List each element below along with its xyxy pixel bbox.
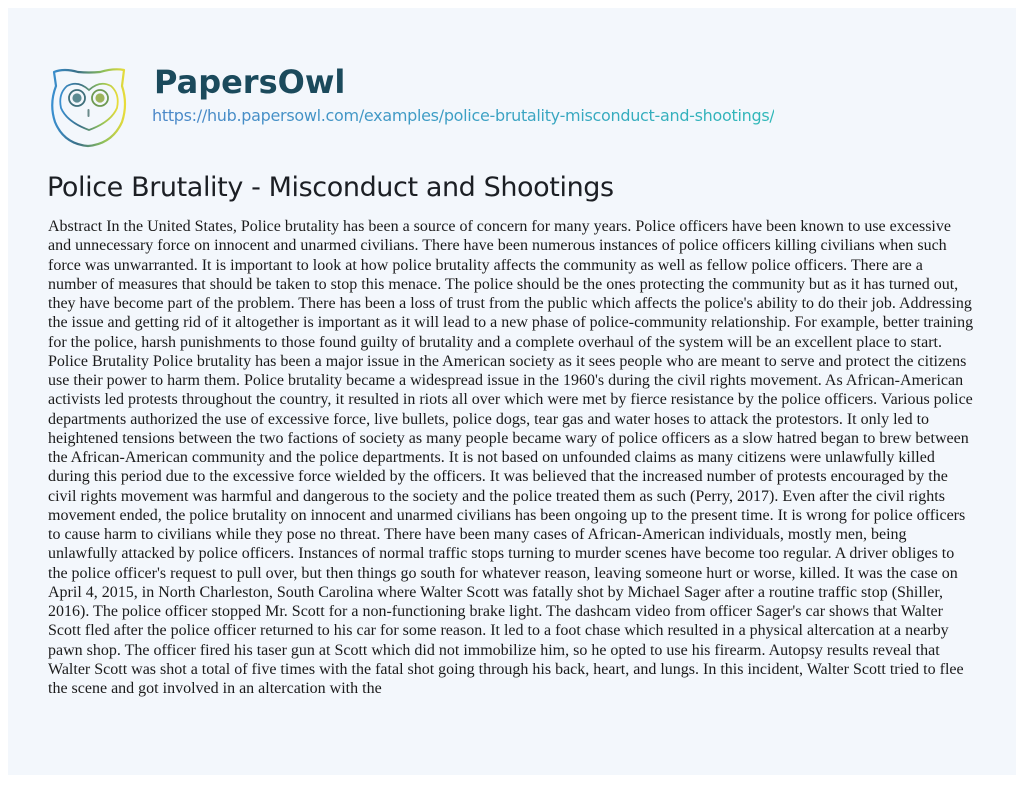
body-line: number of measures that should be taken to stop this menace. The police should be the ones protecting the community but as it has turned out,	[48, 275, 959, 293]
body-line: movement ended, the police brutality on innocent and unarmed civilians has been ongoing up to the present time. It is wrong for police officers	[48, 506, 966, 524]
body-line: April 4, 2015, in North Charleston, South Carolina where Walter Scott was fatally shot by Michael Sager after a routine traffic stop (Shiller,	[48, 583, 944, 601]
page-title: Police Brutality - Misconduct and Shootings	[47, 172, 614, 203]
body-line: the scene and got involved in an altercation with the	[48, 680, 382, 697]
body-line: heightened tensions between the two factions of society as many people became wary of police officers as a slow hatred began to brew between	[48, 429, 969, 447]
body-line: pawn shop. The officer fired his taser gun at Scott which did not immobilize him, so he opted to use his firearm. Autopsy results reveal that	[48, 641, 940, 659]
body-line: civil rights movement was harmful and dangerous to the society and the police treated them as such (Perry, 2017). Even after the civil rights	[48, 487, 945, 505]
body-line: 2016). The police officer stopped Mr. Scott for a non-functioning brake light. The dashcam video from officer Sager's car shows that Walter	[48, 603, 943, 620]
source-url-link[interactable]: https://hub.papersowl.com/examples/police-brutality-misconduct-and-shootings/	[152, 106, 775, 125]
body-line: the police officer's request to pull over, but then things go south for whatever reason, leaving someone hurt or worse, killed. It was the case on	[48, 564, 958, 582]
body-line: Police Brutality Police brutality has been a major issue in the American society as it sees people who are meant to serve and protect the citizens	[48, 352, 967, 370]
document-body	[48, 217, 988, 698]
body-line: unlawfully attacked by police officers. Instances of normal traffic stops turning to murder scenes have become too regular. A driver obliges to	[48, 545, 955, 563]
body-line: activists led protests throughout the country, it resulted in riots all over which were met by fierce resistance by the police officers. Various police	[48, 391, 973, 409]
body-line: the issue and getting rid of it altogether is important as it will lead to a new phase of police-community relationship. For example, better training	[48, 314, 974, 332]
body-line: for the police, harsh punishments to those found guilty of brutality and a complete overhaul of the system will be an excellent place to start.	[48, 333, 942, 351]
body-line: during this period due to the excessive force wielded by the officers. It was believed that the increased number of protests encouraged by the	[48, 468, 948, 486]
body-line: the African-American community and the police departments. It is not based on unfounded claims as many citizens were unlawfully killed	[48, 449, 935, 466]
body-line: Walter Scott was shot a total of five times with the fatal shot going through his back, heart, and lungs. In this incident, Walter Scott tried to flee	[48, 660, 964, 678]
body-line: to cause harm to civilians while they pose no threat. There have been many cases of African-American individuals, mostly men, being	[48, 526, 907, 543]
body-line: use their power to harm them. Police brutality became a widespread issue in the 1960's during the civil rights movement. As African-American	[48, 372, 964, 389]
body-line: they have become part of the problem. There has been a loss of trust from the public which affects the police's ability to do their job. Addressing	[48, 295, 972, 312]
body-line: Abstract In the United States, Police brutality has been a source of concern for many years. Police officers have been known to use excessive	[48, 218, 951, 235]
owl-logo-icon	[48, 64, 130, 148]
brand-name[interactable]: PapersOwl	[154, 63, 346, 101]
body-line: departments authorized the use of excessive force, live bullets, police dogs, tear gas and water hoses to attack the protestors. It only led to	[48, 410, 930, 428]
body-line: force was unwarranted. It is important to look at how police brutality affects the community as well as fellow police officers. There are a	[48, 256, 923, 274]
body-line: Scott fled after the police officer returned to his car for some reason. It led to a foot chase which resulted in a physical altercation at a nearby	[48, 622, 949, 640]
body-line: and unnecessary force on innocent and unarmed civilians. There have been numerous instances of police officers killing civilians when such	[48, 237, 947, 255]
